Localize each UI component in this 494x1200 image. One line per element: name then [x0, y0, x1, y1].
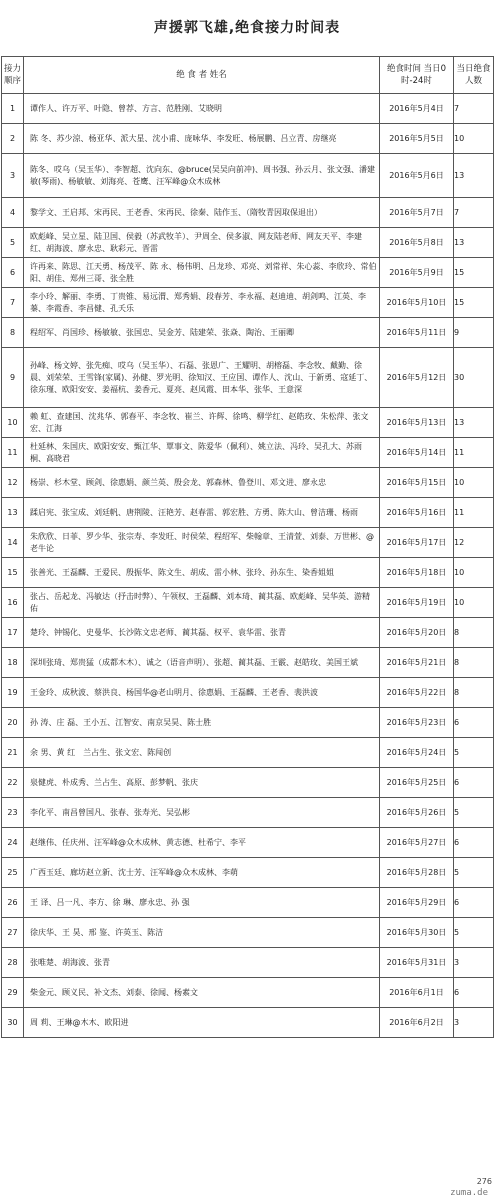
table-row [2, 258, 494, 288]
date-cell: 2016年5月22日 [380, 678, 454, 708]
date-cell: 2016年5月30日 [380, 918, 454, 948]
date-cell: 2016年5月10日 [380, 288, 454, 318]
date-cell: 2016年5月8日 [380, 228, 454, 258]
seq-cell: 19 [2, 678, 24, 708]
count-cell: 8 [454, 648, 494, 678]
count-cell: 6 [454, 768, 494, 798]
count-cell: 10 [454, 558, 494, 588]
table-row [2, 858, 494, 888]
page-title: 声援郭飞雄,绝食接力时间表 [153, 20, 341, 36]
count-cell: 5 [454, 858, 494, 888]
names-cell: 许再来、陈思、江天勇、杨茂平、陈 永、杨伟明、吕龙珍、邓亮、刘常祥、朱心蕊、李欣玲、常伯阳、胡佳、郑州三哥、张全胜 [24, 258, 380, 288]
names-cell: 程绍军、肖国珍、杨敏敏、张国忠、吴金芳、陆建荣、张焱、陶治、王丽卿 [24, 318, 380, 348]
date-cell: 2016年5月21日 [380, 648, 454, 678]
count-cell: 3 [454, 948, 494, 978]
date-cell: 2016年5月31日 [380, 948, 454, 978]
table-row [2, 408, 494, 438]
names-cell: 王金玲、成秋波、蔡洪良、杨国华@老山明月、徐惠娟、王磊麟、王老香、裴洪波 [24, 678, 380, 708]
names-cell: 王 译、吕一凡、李方、徐 琳、廖永忠、孙 强 [24, 888, 380, 918]
count-cell: 10 [454, 468, 494, 498]
date-cell: 2016年5月12日 [380, 348, 454, 408]
count-cell: 7 [454, 198, 494, 228]
names-cell: 柴金元、顾义民、补文杰、刘泰、徐闻、杨素文 [24, 978, 380, 1008]
table-row [2, 768, 494, 798]
table-row [2, 798, 494, 828]
seq-cell: 4 [2, 198, 24, 228]
count-cell: 15 [454, 258, 494, 288]
table-row [2, 648, 494, 678]
date-cell: 2016年5月23日 [380, 708, 454, 738]
seq-cell: 30 [2, 1008, 24, 1038]
table-row [2, 124, 494, 154]
names-cell: 张唯楚、胡海波、张青 [24, 948, 380, 978]
seq-cell: 17 [2, 618, 24, 648]
date-cell: 2016年5月16日 [380, 498, 454, 528]
count-cell: 6 [454, 888, 494, 918]
date-cell: 2016年5月17日 [380, 528, 454, 558]
names-cell: 孙峰、杨文婷、张先痴、哎乌（吴玉华）、石磊、张恩广、王耀明、胡榕磊、李念牧、戴勤、徐晨、刘荣荣、王雪锋(家属)、孙健、罗光明、徐知汉、王应国、谭作人、沈山、于新勇、寇延丁、徐东瑾、欧阳安安、姜福杭、姜香元、夏亮、赵凤霞、田本华、张华、王意深 [24, 348, 380, 408]
table-row [2, 948, 494, 978]
seq-cell: 28 [2, 948, 24, 978]
table-row [2, 888, 494, 918]
count-cell: 10 [454, 588, 494, 618]
names-cell: 赖 虹、查建国、沈兆华、郭春平、李念牧、崔兰、许辉、徐鸣、柳学红、赵皓玫、朱松萍、张文宏、江海 [24, 408, 380, 438]
names-cell: 深圳张琦、郑贵猛（成都木木）、诚之（语音声明）、张超、蔺其磊、王霰、赵皓玫、美国王斌 [24, 648, 380, 678]
names-cell: 谭作人、许万平、叶隐、曾荐、方言、范胜刚、艾晓明 [24, 94, 380, 124]
date-cell: 2016年5月5日 [380, 124, 454, 154]
seq-cell: 23 [2, 798, 24, 828]
table-row [2, 978, 494, 1008]
seq-cell: 10 [2, 408, 24, 438]
names-cell: 朱欣欣、日菲、罗少华、张宗寿、李发旺、时侯荣、程绍军、柴翰章、王清萱、刘泰、万世彬、@老牛论 [24, 528, 380, 558]
date-cell: 2016年5月24日 [380, 738, 454, 768]
names-cell: 赵继伟、任庆州、汪军峰@众木成林、黄志德、杜希宁、李平 [24, 828, 380, 858]
seq-cell: 20 [2, 708, 24, 738]
names-cell: 黎学文、王启邦、宋再民、王老香、宋再民、徐秦、陆作玉、（隋牧青因取保退出） [24, 198, 380, 228]
table-row [2, 498, 494, 528]
seq-cell: 22 [2, 768, 24, 798]
date-cell: 2016年5月15日 [380, 468, 454, 498]
seq-cell: 27 [2, 918, 24, 948]
count-cell: 5 [454, 798, 494, 828]
names-cell: 陈 冬、苏少涼、杨亚华、派大星、沈小甫、庞咏华、李发旺、杨展鹏、吕立青、房继亮 [24, 124, 380, 154]
date-cell: 2016年5月6日 [380, 154, 454, 198]
date-cell: 2016年5月11日 [380, 318, 454, 348]
seq-cell: 5 [2, 228, 24, 258]
table-row [2, 708, 494, 738]
names-cell: 楚玲、钟锡化、史曼华、长沙陈文忠老师、蔺其磊、权平、袁华雷、张青 [24, 618, 380, 648]
names-cell: 李小玲、解丽、李勇、丁贵锥、易远渭、郑秀娟、段春芳、李永福、赵迪迪、胡剑鸣、江英、李蓁、李霞香、李昌健、孔夭乐 [24, 288, 380, 318]
count-cell: 13 [454, 228, 494, 258]
date-cell: 2016年5月26日 [380, 798, 454, 828]
count-cell: 7 [454, 94, 494, 124]
watermark: zuma.de [450, 1188, 488, 1198]
table-row [2, 468, 494, 498]
seq-cell: 8 [2, 318, 24, 348]
count-cell: 6 [454, 978, 494, 1008]
seq-cell: 16 [2, 588, 24, 618]
date-cell: 2016年6月2日 [380, 1008, 454, 1038]
table-row [2, 558, 494, 588]
seq-cell: 12 [2, 468, 24, 498]
seq-cell: 3 [2, 154, 24, 198]
table-row [2, 1008, 494, 1038]
count-cell: 9 [454, 318, 494, 348]
table-row [2, 678, 494, 708]
count-cell: 6 [454, 708, 494, 738]
names-cell: 杨崇、杉木堂、顾剑、徐惠娟、颜兰英、殷会龙、郭森林、鲁登川、邓文进、廖永忠 [24, 468, 380, 498]
table-row [2, 828, 494, 858]
table-row [2, 348, 494, 408]
names-cell: 欧彪峰、吴立星、陆卫国、侯毅（苏武牧羊）、尹周全、侯多淑、网友陆老师、网友天平、李建红、胡海波、廖永忠、耿彩元、晋雷 [24, 228, 380, 258]
seq-cell: 25 [2, 858, 24, 888]
seq-cell: 21 [2, 738, 24, 768]
seq-cell: 26 [2, 888, 24, 918]
count-cell: 12 [454, 528, 494, 558]
table-row [2, 738, 494, 768]
table-row [2, 228, 494, 258]
names-cell: 张善光、王磊麟、王爱民、殷振华、陈文生、胡成、雷小林、张玲、孙东生、染香姐姐 [24, 558, 380, 588]
date-cell: 2016年5月18日 [380, 558, 454, 588]
count-cell: 8 [454, 618, 494, 648]
names-cell: 徐庆华、王 昊、邢 鉴、许英玉、陈洁 [24, 918, 380, 948]
names-cell: 余 男、黄 红 兰占生、张文宏、陈闯创 [24, 738, 380, 768]
date-cell: 2016年6月1日 [380, 978, 454, 1008]
names-cell: 杜延林、朱国庆、欧阳安安、甄江华、覃事文、陈爱华（佩利）、姚立法、冯玲、吴孔大、苏雨桐、高晓君 [24, 438, 380, 468]
count-cell: 8 [454, 678, 494, 708]
table-row [2, 528, 494, 558]
table-row [2, 918, 494, 948]
count-cell: 6 [454, 828, 494, 858]
names-cell: 蹂启宪、张宝成、刘廷帆、唐荆陵、汪艳芳、赵春雷、郭宏胜、方勇、陈大山、曾洁珊、杨雨 [24, 498, 380, 528]
seq-cell: 29 [2, 978, 24, 1008]
seq-cell: 9 [2, 348, 24, 408]
table-row [2, 618, 494, 648]
seq-cell: 6 [2, 258, 24, 288]
names-cell: 泉健虎、朴成秀、兰占生、高原、彭梦帆、张庆 [24, 768, 380, 798]
table-row [2, 318, 494, 348]
names-cell: 孙 涛、庄 磊、王小五、江智安、南京吴昊、陈士胜 [24, 708, 380, 738]
date-cell: 2016年5月9日 [380, 258, 454, 288]
count-cell: 5 [454, 738, 494, 768]
date-cell: 2016年5月19日 [380, 588, 454, 618]
date-cell: 2016年5月25日 [380, 768, 454, 798]
date-cell: 2016年5月14日 [380, 438, 454, 468]
seq-cell: 11 [2, 438, 24, 468]
seq-cell: 13 [2, 498, 24, 528]
header-seq: 接力顺序 [2, 57, 24, 94]
count-cell: 13 [454, 154, 494, 198]
seq-cell: 18 [2, 648, 24, 678]
table-row [2, 198, 494, 228]
count-cell: 10 [454, 124, 494, 154]
count-cell: 15 [454, 288, 494, 318]
count-cell: 3 [454, 1008, 494, 1038]
seq-cell: 7 [2, 288, 24, 318]
count-cell: 5 [454, 918, 494, 948]
page-number: 276 [476, 1177, 492, 1186]
names-cell: 张占、岳起龙、冯敏达（抒击时弊）、午领权、王磊麟、刘本琦、蔺其磊、欧彪峰、吴华英、游精佑 [24, 588, 380, 618]
seq-cell: 14 [2, 528, 24, 558]
seq-cell: 15 [2, 558, 24, 588]
date-cell: 2016年5月27日 [380, 828, 454, 858]
header-count: 当日绝食人数 [454, 57, 494, 94]
seq-cell: 1 [2, 94, 24, 124]
count-cell: 30 [454, 348, 494, 408]
relay-schedule-table [1, 56, 494, 1038]
header-names: 绝 食 者 姓名 [24, 57, 380, 94]
count-cell: 11 [454, 438, 494, 468]
date-cell: 2016年5月29日 [380, 888, 454, 918]
names-cell: 广西玉廷、廊坊赵立新、沈士芳、汪军峰@众木成林、李萌 [24, 858, 380, 888]
date-cell: 2016年5月13日 [380, 408, 454, 438]
names-cell: 李化平、南昌曾国凡、张春、张寿光、吴弘彬 [24, 798, 380, 828]
seq-cell: 24 [2, 828, 24, 858]
names-cell: 陈冬、哎乌（吴玉华）、李智超、沈向东、@bruce(吴吴向前冲)、周书强、孙云月、张文强、潘建敏(琴雨)、杨敏敏、刘海亮、苍鹰、汪军峰@众木成林 [24, 154, 380, 198]
date-cell: 2016年5月4日 [380, 94, 454, 124]
table-header-row [2, 57, 494, 94]
seq-cell: 2 [2, 124, 24, 154]
table-row [2, 288, 494, 318]
date-cell: 2016年5月28日 [380, 858, 454, 888]
table-row [2, 588, 494, 618]
table-row [2, 154, 494, 198]
count-cell: 13 [454, 408, 494, 438]
table-row [2, 94, 494, 124]
table-row [2, 438, 494, 468]
count-cell: 11 [454, 498, 494, 528]
names-cell: 周 莉、王琳@木木、欧阳进 [24, 1008, 380, 1038]
date-cell: 2016年5月20日 [380, 618, 454, 648]
date-cell: 2016年5月7日 [380, 198, 454, 228]
header-time: 绝食时间 当日0时-24时 [380, 57, 454, 94]
